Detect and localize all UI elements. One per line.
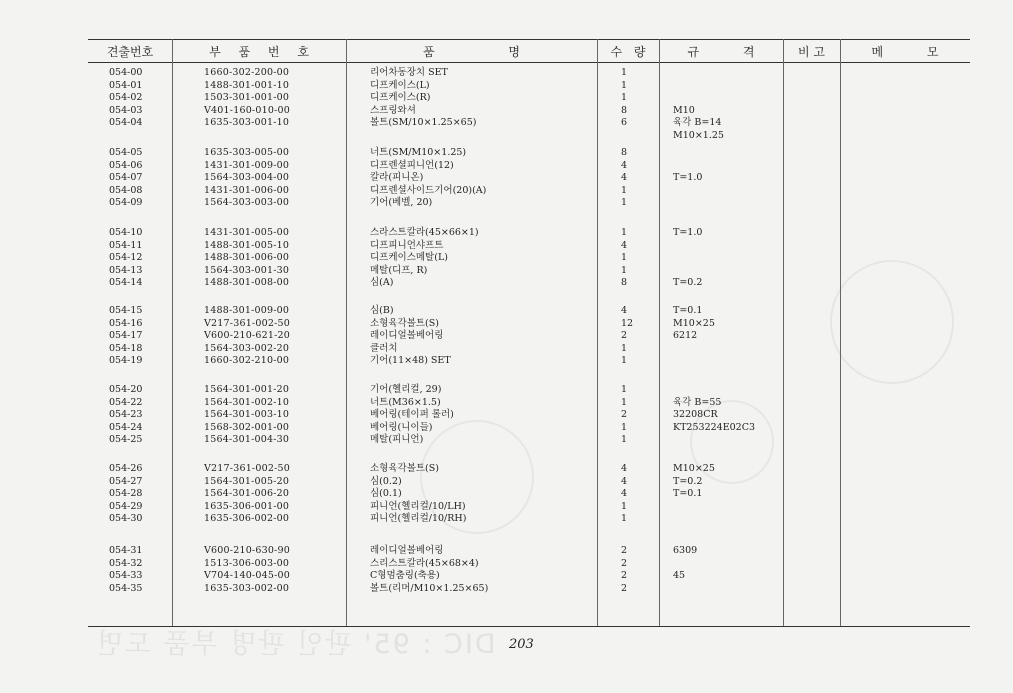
table-row: [0, 318, 1013, 331]
cell-part-name: 심(B): [370, 305, 394, 316]
cell-part-number: 1488-301-005-10: [204, 239, 290, 251]
cell-quantity: 1: [621, 197, 628, 208]
cell-quantity: 4: [621, 463, 628, 474]
header-bottom-rule: [88, 62, 970, 63]
cell-quantity: 1: [621, 79, 628, 91]
table-row: [0, 105, 1013, 118]
table-row: [0, 227, 1013, 240]
cell-part-name: 칼라(피니온): [370, 172, 424, 183]
table-row: [0, 513, 1013, 526]
cell-part-number: 1564-303-002-20: [204, 342, 290, 354]
cell-code: 054-30: [109, 513, 143, 524]
page-number: 203: [509, 637, 534, 652]
cell-spec: M10: [673, 104, 695, 116]
cell-quantity: 1: [621, 500, 628, 512]
table-row: [0, 409, 1013, 422]
cell-spec: T=0.2: [673, 277, 703, 288]
cell-part-number: 1431-301-009-00: [204, 159, 290, 171]
cell-part-number: 1564-301-003-10: [204, 409, 290, 420]
cell-quantity: 1: [621, 184, 628, 196]
cell-code: 054-27: [109, 475, 143, 487]
cell-code: 054-24: [109, 421, 143, 433]
table-row: [0, 92, 1013, 105]
cell-code: 054-35: [109, 582, 143, 594]
cell-quantity: 4: [621, 488, 628, 499]
cell-spec: T=0.1: [673, 305, 703, 316]
row-group: [0, 463, 1013, 526]
cell-part-number: V401-160-010-00: [204, 104, 290, 116]
cell-quantity: 4: [621, 239, 628, 251]
cell-part-name: 메탈(피니언): [370, 434, 424, 445]
cell-spec: M10×25: [673, 463, 715, 474]
table-row: [0, 130, 1013, 143]
table-row: [0, 434, 1013, 447]
cell-part-number: 1660-302-200-00: [204, 67, 290, 78]
cell-code: 054-11: [109, 239, 143, 251]
row-group: [0, 305, 1013, 368]
cell-part-name: 피니언(헬리컬/10/LH): [370, 500, 466, 512]
cell-code: 054-19: [109, 355, 143, 366]
row-group: [0, 545, 1013, 595]
cell-code: 054-15: [109, 305, 143, 316]
cell-part-name: 심(0.1): [370, 488, 402, 499]
cell-part-name: 피니언(헬리컬/10/RH): [370, 513, 467, 524]
cell-part-name: C형멈춤링(축용): [370, 570, 440, 581]
cell-part-name: 스프링와셔: [370, 104, 416, 116]
cell-part-name: 디프피니언샤프트: [370, 239, 444, 251]
cell-quantity: 1: [621, 396, 628, 408]
cell-quantity: 4: [621, 305, 628, 316]
cell-quantity: 1: [621, 434, 628, 445]
cell-part-name: 디프케이스(R): [370, 92, 431, 103]
cell-part-name: 심(0.2): [370, 475, 402, 487]
table-row: [0, 80, 1013, 93]
cell-part-name: 스라스트칼라(45×66×1): [370, 227, 479, 238]
header-code: 견출번호: [106, 44, 154, 59]
cell-part-number: 1564-303-003-00: [204, 197, 290, 208]
cell-code: 054-29: [109, 500, 143, 512]
cell-code: 054-08: [109, 184, 143, 196]
cell-part-number: 1635-306-001-00: [204, 500, 290, 512]
header-quantity: 수 량: [610, 44, 646, 59]
cell-part-name: 클러치: [370, 342, 398, 354]
cell-part-number: 1564-301-005-20: [204, 475, 290, 487]
cell-part-name: 볼트(리머/M10×1.25×65): [370, 582, 489, 594]
cell-spec: 6212: [673, 330, 698, 341]
cell-quantity: 1: [621, 264, 628, 276]
cell-part-name: 디프케이스(L): [370, 79, 430, 91]
row-group: [0, 384, 1013, 447]
table-row: [0, 583, 1013, 596]
table-row: [0, 117, 1013, 130]
cell-part-name: 심(A): [370, 277, 394, 288]
cell-spec: T=0.2: [673, 475, 703, 487]
cell-code: 054-10: [109, 227, 143, 238]
table-row: [0, 147, 1013, 160]
cell-code: 054-04: [109, 117, 143, 128]
table-row: [0, 463, 1013, 476]
table-row: [0, 501, 1013, 514]
cell-code: 054-06: [109, 159, 143, 171]
cell-quantity: 1: [621, 513, 628, 524]
cell-quantity: 2: [621, 570, 628, 581]
table-row: [0, 197, 1013, 210]
header-part-number: 부 품 번 호: [209, 44, 309, 59]
cell-code: 054-31: [109, 545, 143, 556]
table-row: [0, 545, 1013, 558]
cell-spec: KT253224E02C3: [673, 421, 756, 433]
cell-part-name: 레이디얼볼베어링: [370, 545, 444, 556]
cell-part-number: V217-361-002-50: [204, 463, 290, 474]
table-row: [0, 422, 1013, 435]
table-row: [0, 570, 1013, 583]
table-row: [0, 185, 1013, 198]
cell-part-number: 1635-303-005-00: [204, 147, 290, 158]
table-row: [0, 330, 1013, 343]
cell-quantity: 2: [621, 557, 628, 569]
cell-quantity: 2: [621, 409, 628, 420]
cell-part-number: 1568-302-001-00: [204, 421, 290, 433]
table-row: [0, 384, 1013, 397]
cell-code: 054-32: [109, 557, 143, 569]
table-row: [0, 240, 1013, 253]
cell-code: 054-05: [109, 147, 143, 158]
cell-quantity: 6: [621, 117, 628, 128]
cell-code: 054-07: [109, 172, 143, 183]
table-row: [0, 343, 1013, 356]
cell-quantity: 1: [621, 227, 628, 238]
cell-quantity: 1: [621, 67, 628, 78]
cell-part-number: V600-210-621-20: [204, 330, 290, 341]
cell-part-number: 1503-301-001-00: [204, 92, 290, 103]
bleed-through-text: DIC : 95' 판인 판명 부품 도면: [95, 629, 496, 660]
cell-code: 054-33: [109, 570, 143, 581]
cell-part-number: 1660-302-210-00: [204, 355, 290, 366]
cell-part-number: 1513-306-003-00: [204, 557, 290, 569]
cell-code: 054-00: [109, 67, 143, 78]
table-row: [0, 160, 1013, 173]
cell-part-number: V704-140-045-00: [204, 570, 290, 581]
header-memo: 메 모: [871, 44, 939, 59]
cell-part-name: 메탈(디프, R): [370, 264, 428, 276]
cell-quantity: 4: [621, 159, 628, 171]
table-row: [0, 67, 1013, 80]
cell-quantity: 1: [621, 384, 628, 395]
table-bottom-rule: [88, 626, 970, 627]
cell-quantity: 1: [621, 92, 628, 103]
cell-part-name: 스리스트칼라(45×68×4): [370, 557, 479, 569]
table-row: [0, 265, 1013, 278]
cell-part-number: V217-361-002-50: [204, 317, 290, 329]
cell-spec: T=1.0: [673, 227, 703, 238]
cell-part-name: 소형육각볼트(S): [370, 463, 439, 474]
cell-quantity: 4: [621, 475, 628, 487]
table-row: [0, 305, 1013, 318]
cell-part-name: 디프렌셜사이드기어(20)(A): [370, 184, 487, 196]
cell-code: 054-17: [109, 330, 143, 341]
cell-part-number: V600-210-630-90: [204, 545, 290, 556]
cell-code: 054-18: [109, 342, 143, 354]
cell-code: 054-12: [109, 252, 143, 263]
cell-quantity: 8: [621, 147, 628, 158]
cell-part-name: 너트(M36×1.5): [370, 396, 441, 408]
cell-code: 054-23: [109, 409, 143, 420]
cell-quantity: 2: [621, 582, 628, 594]
cell-spec: 육각 B=14: [673, 117, 722, 128]
cell-part-name: 볼트(SM/10×1.25×65): [370, 117, 477, 128]
cell-spec: 45: [673, 570, 686, 581]
cell-quantity: 8: [621, 277, 628, 288]
cell-spec: 6309: [673, 545, 698, 556]
cell-part-name: 기어(11×48) SET: [370, 355, 451, 366]
table-row: [0, 397, 1013, 410]
cell-code: 054-16: [109, 317, 143, 329]
table-row: [0, 558, 1013, 571]
cell-part-number: 1488-301-009-00: [204, 305, 290, 316]
cell-quantity: 12: [621, 317, 634, 329]
table-row: [0, 355, 1013, 368]
table-row: [0, 488, 1013, 501]
cell-code: 054-01: [109, 79, 143, 91]
cell-part-name: 레이디얼볼베어링: [370, 330, 444, 341]
row-group: [0, 147, 1013, 210]
cell-part-name: 너트(SM/M10×1.25): [370, 147, 467, 158]
cell-part-number: 1564-301-004-30: [204, 434, 290, 445]
cell-quantity: 2: [621, 545, 628, 556]
cell-code: 054-03: [109, 104, 143, 116]
cell-code: 054-25: [109, 434, 143, 445]
cell-spec: M10×25: [673, 317, 715, 329]
cell-quantity: 1: [621, 355, 628, 366]
cell-spec: T=1.0: [673, 172, 703, 183]
cell-part-number: 1431-301-005-00: [204, 227, 290, 238]
table-row: [0, 252, 1013, 265]
cell-quantity: 2: [621, 330, 628, 341]
cell-part-number: 1564-303-001-30: [204, 264, 290, 276]
cell-quantity: 1: [621, 342, 628, 354]
cell-code: 054-22: [109, 396, 143, 408]
header-part-name: 품 명: [423, 44, 520, 59]
cell-part-number: 1635-306-002-00: [204, 513, 290, 524]
cell-part-number: 1564-301-001-20: [204, 384, 290, 395]
cell-part-number: 1564-301-006-20: [204, 488, 290, 499]
cell-part-number: 1431-301-006-00: [204, 184, 290, 196]
row-group: [0, 67, 1013, 142]
cell-part-name: 베어링(니이들): [370, 421, 433, 433]
cell-code: 054-14: [109, 277, 143, 288]
cell-part-number: 1635-303-002-00: [204, 582, 290, 594]
table-row: [0, 476, 1013, 489]
cell-part-number: 1635-303-001-10: [204, 117, 290, 128]
cell-part-number: 1564-303-004-00: [204, 172, 290, 183]
cell-code: 054-13: [109, 264, 143, 276]
cell-quantity: 1: [621, 421, 628, 433]
cell-code: 054-28: [109, 488, 143, 499]
cell-spec: M10×1.25: [673, 129, 724, 141]
cell-quantity: 4: [621, 172, 628, 183]
cell-code: 054-20: [109, 384, 143, 395]
cell-part-number: 1564-301-002-10: [204, 396, 290, 408]
cell-part-name: 리어차동장치 SET: [370, 67, 448, 78]
cell-quantity: 1: [621, 252, 628, 263]
cell-part-name: 디프렌셜피니언(12): [370, 159, 454, 171]
table-row: [0, 172, 1013, 185]
cell-spec: 육각 B=55: [673, 396, 722, 408]
cell-spec: T=0.1: [673, 488, 703, 499]
cell-spec: 32208CR: [673, 409, 718, 420]
cell-part-name: 소형육각볼트(S): [370, 317, 439, 329]
cell-quantity: 8: [621, 104, 628, 116]
cell-part-number: 1488-301-001-10: [204, 79, 290, 91]
cell-part-name: 기어(헬리컬, 29): [370, 384, 442, 395]
cell-part-number: 1488-301-008-00: [204, 277, 290, 288]
cell-part-number: 1488-301-006-00: [204, 252, 290, 263]
cell-part-name: 베어링(테이퍼 롤러): [370, 409, 454, 420]
header-note: 비 고: [798, 44, 825, 59]
cell-part-name: 기어(베벨, 20): [370, 197, 433, 208]
header-spec: 규 격: [687, 44, 755, 59]
cell-code: 054-09: [109, 197, 143, 208]
table-row: [0, 277, 1013, 290]
cell-code: 054-26: [109, 463, 143, 474]
cell-code: 054-02: [109, 92, 143, 103]
row-group: [0, 227, 1013, 290]
cell-part-name: 디프케이스메탈(L): [370, 252, 448, 263]
